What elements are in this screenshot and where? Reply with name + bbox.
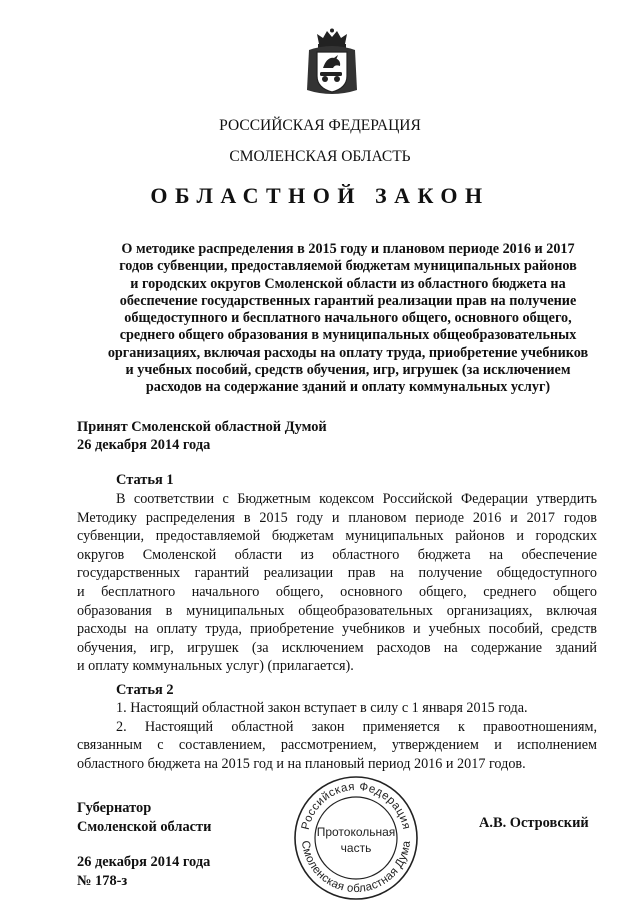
article-2-title: Статья 2: [116, 682, 174, 698]
stamp-center-line2: часть: [340, 841, 372, 855]
paragraph-line: округов Смоленской области из областного бюджета на обеспечение: [77, 546, 597, 563]
adoption-body: Принят Смоленской областной Думой: [77, 419, 327, 435]
signing-info: [77, 853, 210, 890]
subject-line: О методике распределения в 2015 году и плановом периоде 2016 и 2017: [121, 241, 575, 257]
country-name: РОССИЙСКАЯ ФЕДЕРАЦИЯ: [219, 117, 421, 134]
paragraph-line: областного бюджета на 2015 год и на плановый период 2016 и 2017 годов.: [77, 755, 526, 772]
paragraph-line: субвенции, предоставляемой бюджетам муниципальных районов и городских: [77, 528, 597, 545]
official-stamp: [292, 774, 420, 902]
paragraph-line: обучения, игр, игрушек (за исключением расходов на содержание зданий: [77, 639, 597, 656]
stamp-ring-bottom: Смоленская областная Дума: [298, 839, 413, 896]
position-region: Смоленской области: [77, 818, 212, 835]
subject-line: расходов на содержание зданий и оплату коммунальных услуг): [145, 379, 551, 396]
law-number: № 178-з: [77, 872, 128, 889]
paragraph-line: государственных гарантий реализации прав на получение общедоступного: [77, 565, 597, 582]
article-2-text: [77, 699, 597, 773]
position-title: Губернатор: [77, 800, 152, 816]
stamp-center-line1: Протокольная: [316, 825, 396, 839]
subject-line: и учебных пособий, средств обучения, игр, игрушек (за исключением: [125, 362, 571, 379]
paragraph-line: образования в муниципальных общеобразовательных организациях, включая: [77, 602, 597, 619]
adoption-date: 26 декабря 2014 года: [77, 436, 211, 453]
signatory-position: [77, 799, 211, 836]
svg-text:Российская Федерация: [300, 781, 413, 831]
paragraph-line: Методику распределения в 2015 году и плановом периоде 2016 и 2017 годов: [77, 509, 597, 526]
subject-line: организациях, включая расходы на оплату труда, приобретение учебников: [107, 344, 589, 361]
coat-of-arms-icon: [305, 28, 359, 98]
subject-line: годов субвенции, предоставляемой бюджетам муниципальных районов: [119, 258, 577, 275]
adoption-note: [77, 419, 327, 454]
paragraph-line: 2. Настоящий областной закон применяется к правоотношениям,: [116, 718, 597, 735]
paragraph-line: расходы на оплату труда, приобретение учебников и учебных пособий, средств: [77, 621, 597, 638]
paragraph-line: В соответствии с Бюджетным кодексом Российской Федерации утвердить: [116, 491, 597, 507]
paragraph-line: связанным с составлением, рассмотрением, утверждением и исполнением: [77, 737, 597, 754]
subject-line: и городских округов Смоленской области из областного бюджета на: [130, 275, 566, 292]
article-1-title: Статья 1: [116, 472, 174, 488]
signatory-name: А.В. Островский: [479, 815, 589, 831]
subject-line: среднего общего образования в муниципальных общеобразовательных: [119, 327, 577, 344]
subject-line: общедоступного и бесплатного начального общего, основного общего,: [124, 310, 572, 327]
signing-date: 26 декабря 2014 года: [77, 854, 211, 870]
stamp-ring-top: Российская Федерация: [299, 780, 413, 831]
paragraph-line: и бесплатного начального общего, основного общего, среднего общего: [77, 583, 597, 600]
law-subject-title: [80, 241, 616, 397]
region-name: СМОЛЕНСКАЯ ОБЛАСТЬ: [229, 148, 411, 165]
paragraph-line: и оплату коммунальных услуг) (прилагается).: [77, 658, 354, 675]
paragraph-line: 1. Настоящий областной закон вступает в силу с 1 января 2015 года.: [116, 700, 528, 716]
article-1-text: [77, 490, 597, 676]
document-type-title: ОБЛАСТНОЙ ЗАКОН: [150, 183, 490, 208]
subject-line: обеспечение государственных гарантий реализации прав на получение: [119, 292, 577, 309]
